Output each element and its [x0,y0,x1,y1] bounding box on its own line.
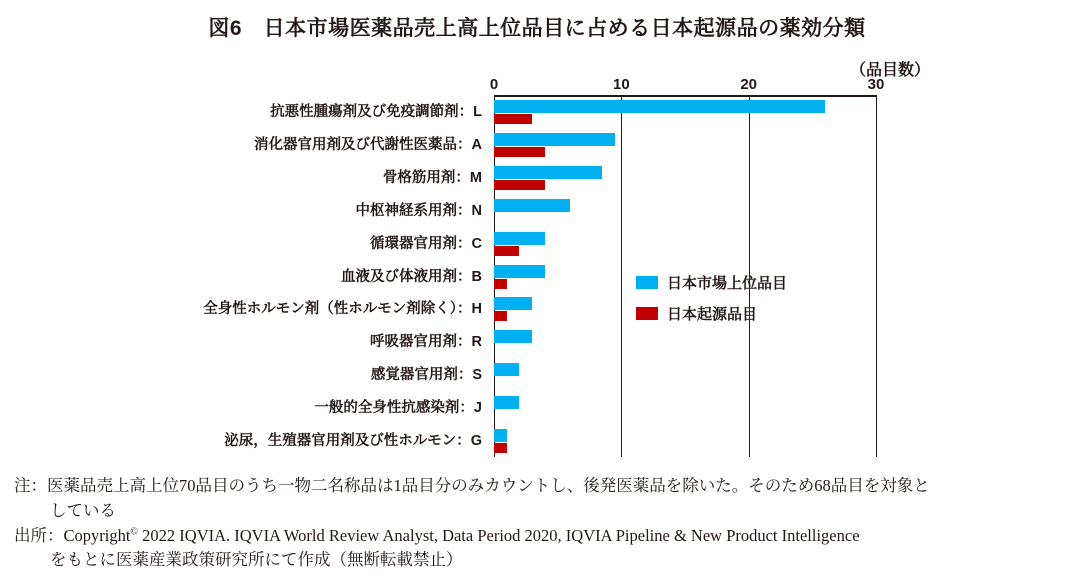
source-prefix: 出所：Copyright [14,525,131,545]
category-label-1: 消化器官用剤及び代謝性医薬品：A [254,136,482,153]
legend-label-series1: 日本市場上位品目 [667,275,788,292]
legend-item-series1 [636,272,787,293]
bar-series2-10 [494,443,507,453]
bar-series2-2 [494,180,545,190]
bar-series1-3 [494,199,570,212]
category-label-10: 泌尿，生殖器官用剤及び性ホルモン：G [224,433,482,450]
legend-label-series2: 日本起源品目 [667,306,758,323]
category-label-2: 骨格筋用剤：M [382,169,482,186]
category-label-5: 血液及び体液用剤：B [341,268,482,285]
bar-series1-10 [494,429,507,442]
footnotes [14,474,1064,573]
category-label-3: 中枢神経系用剤：N [355,202,482,219]
source-line-2: をもとに医薬産業政策研究所にて作成（無断転載禁止） [50,550,463,570]
bar-series2-5 [494,279,507,289]
page-title: 図6 日本市場医薬品売上高上位品目に占める日本起源品の薬効分類 [208,17,866,40]
bar-series1-8 [494,363,519,376]
copyright-superscript: © [130,526,139,537]
bar-series1-4 [494,232,545,245]
category-label-0: 抗悪性腫瘍剤及び免疫調節剤：L [270,104,482,120]
category-label-7: 呼吸器官用剤：R [370,334,482,351]
axis-unit-label: （品目数） [849,62,930,79]
legend-swatch-series1 [636,276,658,289]
source-line [14,524,1064,549]
source-rest: 2022 IQVIA. IQVIA World Review Analyst, Data Period 2020, IQVIA Pipeline & New Product Intelligence [138,525,860,545]
gridline-30 [876,95,877,457]
bar-series1-9 [494,396,519,409]
x-tick-label-0: 0 [489,76,499,93]
legend-item-series2 [636,303,787,324]
category-label-6: 全身性ホルモン剤（性ホルモン剤除く）：H [203,301,482,318]
category-label-8: 感覚器官用剤：S [370,367,482,384]
bar-series2-0 [494,114,532,124]
bar-series2-6 [494,311,507,321]
legend-swatch-series2 [636,307,658,320]
note-line-1: 注：医薬品売上高上位70品目のうち一物二名称品は1品目分のみカウントし、後発医薬品を除いた。そのため68品目を対象と [14,476,930,495]
bar-series1-7 [494,330,532,343]
x-tick-label-20: 20 [740,76,757,93]
bar-series1-1 [494,133,615,146]
note-line-2: している [50,500,116,520]
x-tick-label-30: 30 [867,76,885,93]
bar-series1-2 [494,166,602,179]
bar-series1-0 [494,100,825,113]
x-tick-label-10: 10 [612,76,630,93]
category-label-4: 循環器官用剤：C [370,235,482,252]
bar-series2-1 [494,147,545,157]
category-label-9: 一般的全身性抗感染剤：J [314,400,482,417]
chart-legend [636,272,787,334]
bar-series1-6 [494,297,532,310]
bar-series1-5 [494,265,545,278]
bar-series2-4 [494,246,519,256]
